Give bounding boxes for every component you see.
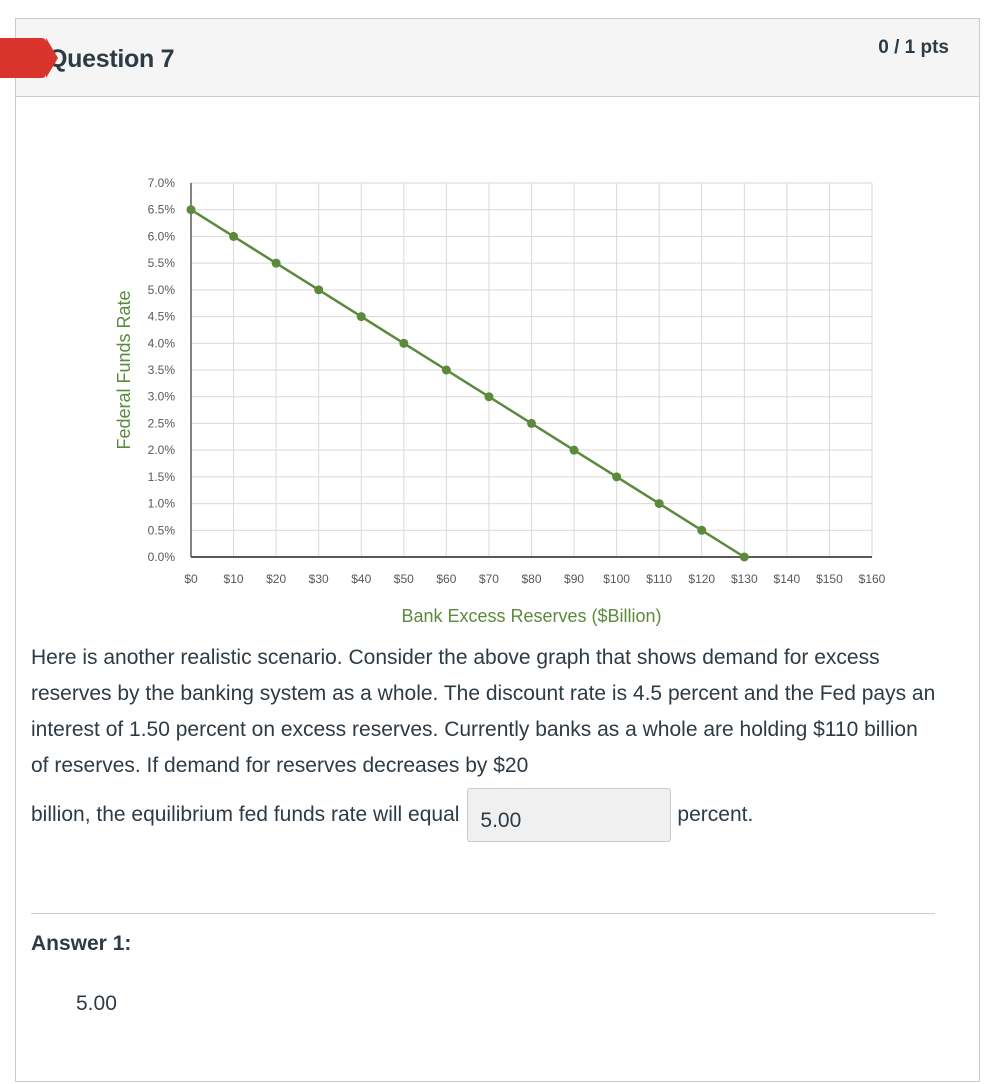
x-tick-label: $60 <box>436 572 457 586</box>
answer-label: Answer 1: <box>31 932 132 955</box>
y-tick-label: 0.0% <box>147 550 175 564</box>
y-tick-label: 4.5% <box>147 309 175 324</box>
data-point <box>314 285 323 294</box>
x-tick-label: $110 <box>646 572 673 586</box>
data-point <box>187 205 196 214</box>
y-tick-label: 3.5% <box>147 363 175 377</box>
y-tick-label: 4.0% <box>147 336 175 351</box>
divider <box>31 913 935 914</box>
x-tick-label: $0 <box>184 572 198 586</box>
answer-value: 5.00 <box>76 992 117 1015</box>
x-tick-label: $80 <box>521 572 542 586</box>
x-tick-label: $70 <box>478 572 499 586</box>
question-points: 0 / 1 pts <box>878 37 949 58</box>
y-tick-label: 3.0% <box>147 389 175 404</box>
y-tick-label: 6.0% <box>147 229 175 244</box>
y-tick-label: 1.0% <box>147 496 175 511</box>
y-tick-label: 6.5% <box>147 202 175 217</box>
answer-input[interactable]: 5.00 <box>467 788 671 842</box>
data-point <box>655 499 664 508</box>
data-point <box>612 472 621 481</box>
x-tick-label: $150 <box>816 572 843 586</box>
data-point <box>740 553 749 562</box>
y-axis-title: Federal Funds Rate <box>114 290 134 450</box>
data-point <box>229 232 238 241</box>
x-tick-label: $20 <box>266 572 287 586</box>
x-axis-title: Bank Excess Reserves ($Billion) <box>401 606 662 626</box>
data-point <box>527 419 536 428</box>
x-tick-label: $140 <box>773 572 801 586</box>
y-tick-label: 2.5% <box>147 416 175 431</box>
x-tick-label: $50 <box>393 572 414 586</box>
x-tick-label: $90 <box>564 572 585 586</box>
data-point <box>272 259 281 268</box>
question-last-line <box>31 788 936 842</box>
x-tick-label: $100 <box>603 572 630 586</box>
y-tick-label: 0.5% <box>147 523 175 538</box>
x-tick-label: $130 <box>730 572 758 586</box>
question-prefix: billion, the equilibrium fed funds rate will equal <box>31 803 460 826</box>
question-paragraph: Here is another realistic scenario. Consider the above graph that shows demand for excess reserves by the banking system as a whole. The discount rate is 4.5 percent and the Fed pays an interest of 1.50 percent on excess reserves. Currently banks as a whole are holding $110 billion of reserves. If demand for reserves decreases by $20 <box>31 646 936 777</box>
question-text <box>31 640 936 842</box>
x-tick-label: $160 <box>858 572 886 586</box>
y-tick-label: 5.0% <box>147 282 175 297</box>
data-point <box>399 339 408 348</box>
question-suffix: percent. <box>677 803 754 826</box>
y-tick-label: 1.5% <box>147 469 175 484</box>
y-tick-label: 2.0% <box>147 443 175 458</box>
data-point <box>697 526 706 535</box>
question-title: Question 7 <box>48 45 175 73</box>
data-point <box>442 366 451 375</box>
y-tick-label: 7.0% <box>147 176 175 190</box>
data-point <box>570 446 579 455</box>
data-point <box>484 392 493 401</box>
data-point <box>357 312 366 321</box>
x-tick-label: $10 <box>223 572 244 586</box>
y-tick-label: 5.5% <box>147 256 175 271</box>
x-tick-label: $30 <box>308 572 329 586</box>
x-tick-label: $40 <box>351 572 372 586</box>
x-tick-label: $120 <box>688 572 716 586</box>
